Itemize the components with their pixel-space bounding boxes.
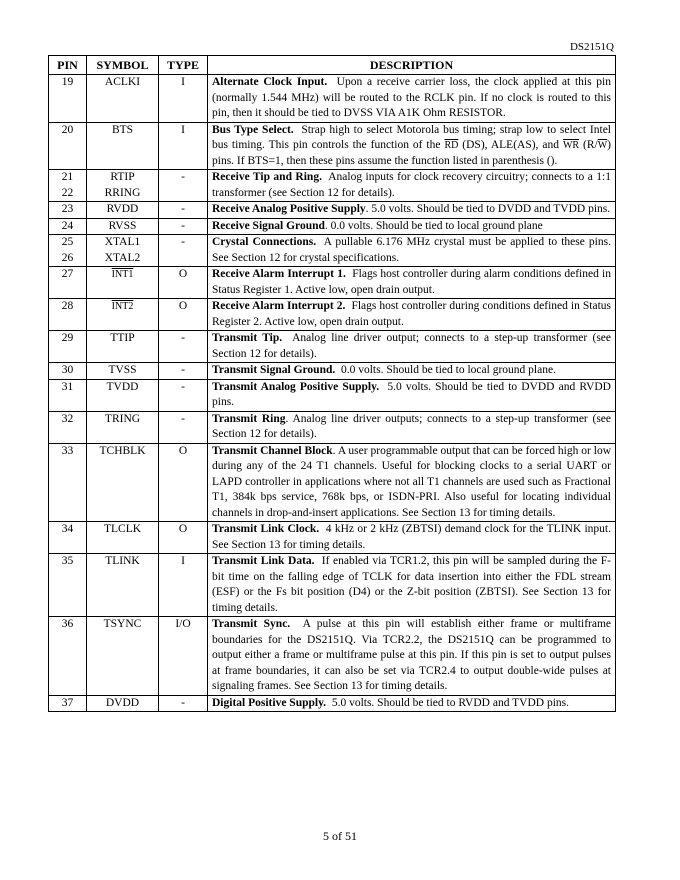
pin-number-a: 21 [61,171,74,183]
pin-number: 31 [49,379,87,411]
table-row [49,331,616,363]
table-row [49,75,616,123]
w-signal-name: $\overline{W}$ [597,140,608,151]
description-text: (R/ [583,139,598,151]
description-title: Transmit Link Clock. [212,523,320,535]
pin-type: - [159,202,208,219]
description-title: Transmit Tip. [212,332,283,344]
pin-type: - [159,695,208,712]
description-text: 0.0 volts. Should be tied to local ground plane. [340,364,556,376]
pin-type: I/O [159,617,208,696]
pin-number: 32 [49,411,87,443]
column-header-type: TYPE [159,56,208,75]
pin-description [208,235,616,267]
pin-type: - [159,218,208,235]
description-text: Analog line driver output; connects to a step-up transformer (see Section 12 for details). [212,332,611,360]
pin-description [208,617,616,696]
pin-type: I [159,75,208,123]
description-text: . 0.0 volts. Should be tied to local ground plane [324,219,543,232]
pin-symbol-b: RRING [104,186,141,199]
pin-number: 37 [49,695,87,712]
description-title: Bus Type Select. [212,123,294,136]
description-title: Crystal Connections. [212,236,317,248]
description-title: Receive Alarm Interrupt 1. [212,268,346,280]
pin-description [208,202,616,219]
int1-signal-name: INT1 [111,269,134,280]
pin-description [208,75,616,123]
description-text: (DS), ALE(AS), and [462,139,559,151]
description-text: Flags host controller during alarm conditions defined in Status Register 1. Active low, open drain output. [212,268,612,296]
pin-description [208,443,616,522]
pin-symbol-a: RTIP [110,171,135,183]
description-text: If enabled via TCR1.2, this pin will be sampled during the F-bit time on the falling edge of TCLK for data insertion into either the FDL stream (ESF) or the Fs bit position (D4) or the Z-bit position (ZBTSI). See Section 13 for timing details. [212,555,611,614]
pin-number: 33 [49,443,87,522]
description-text: . Analog line driver outputs; connects to a step-up transformer (see Section 12 for details). [212,412,611,440]
pin-number: 34 [49,522,87,554]
pin-description [208,379,616,411]
description-text: Analog inputs for clock recovery circuitry; connects to a 1:1 transformer (see Section 12 for details). [212,171,611,199]
pin-description [208,122,616,170]
description-text: . 5.0 volts. Should be tied to DVDD and TVDD pins. [365,203,611,215]
description-title: Transmit Analog Positive Supply. [212,380,380,393]
description-text: Strap high to select Motorola bus timing; strap low to select Intel bus timing. This pin controls the function of the [212,123,611,151]
description-title: Alternate Clock Input. [212,76,328,88]
pin-symbol: RVSS [87,218,159,235]
page-number: 5 of 51 [323,829,357,843]
column-header-description: DESCRIPTION [208,56,616,75]
pin-symbol: TCHBLK [87,443,159,522]
pin-description [208,218,616,235]
table-row [49,617,616,696]
pin-description [208,299,616,331]
table-row [49,122,616,170]
table-header-row [49,56,616,75]
pin-type: - [159,379,208,411]
description-title: Transmit Ring [212,412,286,425]
pin-number: 24 [49,218,87,235]
pin-symbol [87,170,159,202]
pin-symbol-a: XTAL1 [104,236,141,248]
pin-type: - [159,170,208,202]
pin-description [208,363,616,380]
pin-number [49,170,87,202]
pin-symbol: TSYNC [87,617,159,696]
pin-description [208,170,616,202]
pin-symbol: TLINK [87,554,159,617]
int2-signal-name: INT2 [111,301,134,312]
pin-symbol: TTIP [87,331,159,363]
pin-description [208,267,616,299]
pin-symbol: TVDD [87,379,159,411]
table-row [49,695,616,712]
description-title: Digital Positive Supply. [212,696,327,709]
pin-type: - [159,235,208,267]
description-text: Upon a receive carrier loss, the clock applied at this pin (normally 1.544 MHz) will be routed to the RCLK pin. If no clock is routed to this pin, then it should be tied to DVSS VIA A1K Ohm RESISTOR. [212,76,612,119]
pin-type: - [159,411,208,443]
description-title: Transmit Sync. [212,618,291,630]
table-row [49,443,616,522]
description-title: Transmit Signal Ground. [212,364,336,376]
pin-symbol: ACLKI [87,75,159,123]
document-id: DS2151Q [569,41,614,53]
table-row [49,379,616,411]
rd-signal-name: $\overline{RD}$ [444,140,459,151]
pin-number: 29 [49,331,87,363]
pin-number: 36 [49,617,87,696]
pin-description [208,522,616,554]
pin-number-a: 25 [61,236,74,248]
pin-number-b: 22 [61,186,74,199]
wr-signal-name: $\overline{WR}$ [562,140,580,151]
column-header-pin: PIN [49,56,87,75]
pin-symbol: DVDD [87,695,159,712]
description-title: Receive Alarm Interrupt 2. [212,300,346,312]
table-row [49,411,616,443]
pin-number: 27 [49,267,87,299]
description-title: Receive Tip and Ring. [212,171,322,183]
pin-description [208,554,616,617]
pin-symbol [87,235,159,267]
pin-type: O [159,299,208,331]
table-row [49,170,616,202]
description-title: Transmit Link Data. [212,555,315,567]
pin-description [208,695,616,712]
pin-symbol [87,267,159,299]
pin-symbol: TVSS [87,363,159,380]
pin-symbol-b: XTAL2 [104,251,141,264]
description-title: Transmit Channel Block [212,444,333,457]
description-text: . A user programmable output that can be forced high or low during any of the 24 T1 channels. Useful for blocking clocks to a serial UART or LAPD controller in applications where not all T1 channels are used such as Fractional T1, 384k bps service, 768k bps, or ISDN-PRI. Also useful for locating individual channels in drop-and-insert applications. See Section 13 for timing details. [212,444,612,519]
pin-symbol: BTS [87,122,159,170]
table-row [49,267,616,299]
pin-description [208,411,616,443]
pin-number: 23 [49,202,87,219]
pin-symbol: RVDD [87,202,159,219]
pin-number: 20 [49,122,87,170]
description-title: Receive Analog Positive Supply [212,203,366,215]
pin-type: I [159,554,208,617]
pin-number [49,235,87,267]
column-header-symbol: SYMBOL [87,56,159,75]
pin-type: - [159,363,208,380]
pin-type: O [159,443,208,522]
description-title: Receive Signal Ground [212,219,325,232]
pin-description-table [48,55,616,712]
pin-number-b: 26 [61,251,74,264]
table-row [49,299,616,331]
pin-symbol: TLCLK [87,522,159,554]
pin-number: 28 [49,299,87,331]
pin-symbol: TRING [87,411,159,443]
pin-description [208,331,616,363]
table-row [49,522,616,554]
pin-number: 35 [49,554,87,617]
description-text: A pulse at this pin will establish either frame or multiframe boundaries for the DS2151Q. Via TCR2.2, the DS2151Q can be programmed to output either a frame or multiframe pulse at this pin. If this pin is set to output pulses at frame boundaries, it can also be set via TCR2.4 to output double-wide pulses at signaling frames. See Section 13 for timing details. [212,618,612,692]
pin-type: O [159,522,208,554]
description-text: A pullable 6.176 MHz crystal must be applied to these pins. See Section 12 for crystal specifications. [212,236,611,264]
table-row [49,202,616,219]
table-row [49,554,616,617]
pin-number: 19 [49,75,87,123]
pin-type: - [159,331,208,363]
table-row [49,218,616,235]
table-row [49,363,616,380]
pin-symbol [87,299,159,331]
description-text: ) pins. If BTS=1, then these pins assume the function listed in parenthesis (). [212,139,612,167]
description-text: 5.0 volts. Should be tied to RVDD and TVDD pins. [331,696,569,709]
table-row [49,235,616,267]
description-text: Flags host controller during conditions defined in Status Register 2. Active low, open drain output. [212,300,612,328]
description-text: 4 kHz or 2 kHz (ZBTSI) demand clock for the TLINK input. See Section 13 for timing details. [212,523,611,551]
pin-type: O [159,267,208,299]
pin-number: 30 [49,363,87,380]
pin-type: I [159,122,208,170]
description-text: 5.0 volts. Should be tied to DVDD and RVDD pins. [212,380,611,408]
